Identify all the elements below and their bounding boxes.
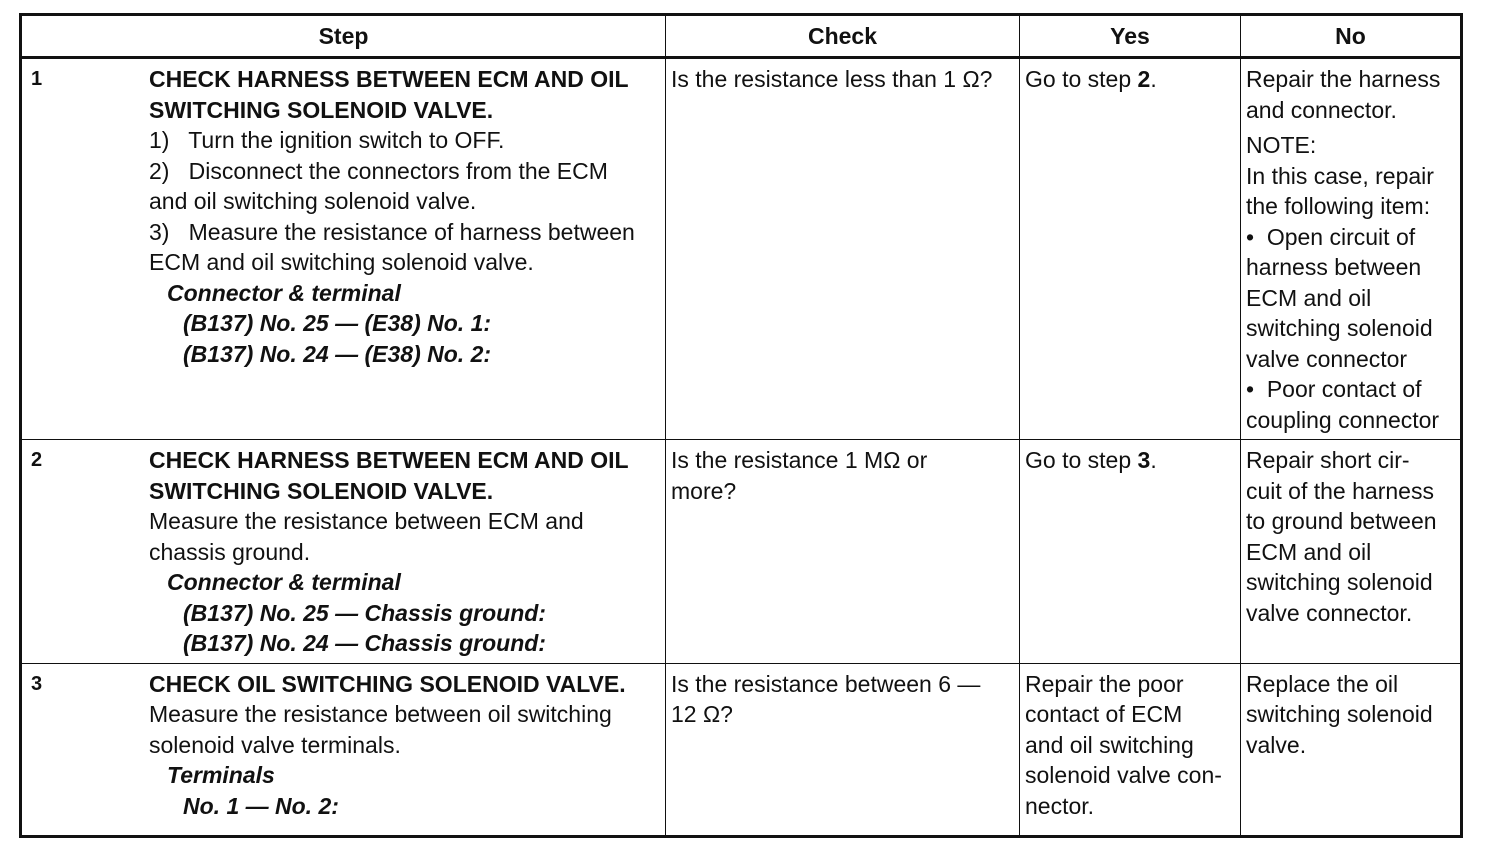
- step-item: (B137) No. 25 — Chassis ground:: [183, 599, 546, 626]
- step-line: 3) Measure the resistance of harness between: [149, 218, 635, 245]
- note-line: In this case, repair: [1246, 162, 1434, 189]
- yes-line: contact of ECM: [1025, 701, 1183, 727]
- no-cell: [1241, 663, 1462, 837]
- step-cell: [21, 58, 666, 440]
- yes-line: Repair the poor: [1025, 670, 1184, 697]
- step-line: Measure the resistance between ECM and: [149, 508, 584, 534]
- check-cell: [666, 440, 1020, 664]
- no-line: switching solenoid: [1246, 701, 1433, 727]
- step-subhead: Connector & terminal: [167, 279, 401, 306]
- step-subhead: Connector & terminal: [167, 569, 401, 595]
- step-title: SWITCHING SOLENOID VALVE.: [149, 477, 494, 504]
- no-line: and connector.: [1246, 96, 1397, 123]
- step-title: CHECK OIL SWITCHING SOLENOID VALVE.: [149, 670, 626, 697]
- check-line: 12 Ω?: [671, 701, 733, 727]
- step-line: Measure the resistance between oil switching: [149, 701, 612, 727]
- bullet-line: • Open circuit of: [1246, 223, 1416, 250]
- bullet-line: ECM and oil: [1246, 284, 1372, 311]
- step-line: 1) Turn the ignition switch to OFF.: [149, 127, 505, 153]
- yes-cell: Go to step 3.: [1020, 440, 1241, 664]
- yes-line: and oil switching: [1025, 731, 1194, 758]
- no-cell: [1241, 440, 1462, 664]
- step-title: SWITCHING SOLENOID VALVE.: [149, 96, 494, 123]
- check-line: Is the resistance 1 MΩ or: [671, 447, 928, 473]
- header-check: Check: [666, 15, 1020, 58]
- table-row: [21, 58, 1462, 440]
- step-number: 3: [31, 672, 43, 695]
- check-text: Is the resistance less than 1 Ω?: [671, 66, 993, 92]
- step-line: chassis ground.: [149, 538, 311, 565]
- no-line: valve.: [1246, 731, 1307, 758]
- step-title: CHECK HARNESS BETWEEN ECM AND OIL: [149, 447, 629, 473]
- step-item: No. 1 — No. 2:: [183, 792, 339, 819]
- step-subhead: Terminals: [167, 762, 275, 788]
- bullet-line: harness between: [1246, 254, 1422, 280]
- step-cell: [21, 663, 666, 837]
- check-line: Is the resistance between 6 —: [671, 670, 981, 697]
- note-line: the following item:: [1246, 193, 1431, 219]
- header-no: No: [1241, 15, 1462, 58]
- no-line: Repair short cir-: [1246, 447, 1410, 473]
- bullet-line: switching solenoid: [1246, 315, 1433, 341]
- no-line: cuit of the harness: [1246, 477, 1434, 504]
- note-title: NOTE:: [1246, 132, 1317, 158]
- bullet-line: valve connector: [1246, 345, 1408, 372]
- step-line: and oil switching solenoid valve.: [149, 188, 477, 214]
- no-line: to ground between: [1246, 508, 1437, 534]
- diagnostic-table: [19, 13, 1463, 838]
- no-line: Repair the harness: [1246, 66, 1441, 92]
- step-item: (B137) No. 25 — (E38) No. 1:: [183, 310, 492, 336]
- no-line: valve connector.: [1246, 599, 1413, 626]
- yes-cell: Go to step 2.: [1020, 58, 1241, 440]
- yes-text: Go to step: [1025, 66, 1138, 92]
- yes-cell: [1020, 663, 1241, 837]
- check-cell: [666, 663, 1020, 837]
- header-row: [21, 15, 1462, 58]
- step-item: (B137) No. 24 — (E38) No. 2:: [183, 340, 492, 367]
- step-number: 2: [31, 449, 43, 471]
- no-line: ECM and oil: [1246, 538, 1372, 565]
- header-step: Step: [21, 15, 666, 58]
- yes-line: solenoid valve con-: [1025, 762, 1222, 788]
- step-line: ECM and oil switching solenoid valve.: [149, 249, 534, 275]
- no-cell: [1241, 58, 1462, 440]
- no-line: switching solenoid: [1246, 569, 1433, 595]
- check-line: more?: [671, 477, 737, 504]
- table-row: [21, 440, 1462, 664]
- step-line: 2) Disconnect the connectors from the ECM: [149, 157, 608, 184]
- yes-step-ref: 2: [1137, 66, 1151, 92]
- step-line: solenoid valve terminals.: [149, 731, 401, 758]
- table-row: [21, 663, 1462, 837]
- bullet-line: coupling connector: [1246, 406, 1440, 433]
- yes-line: nector.: [1025, 792, 1095, 819]
- yes-text: Go to step: [1025, 447, 1138, 473]
- bullet-line: • Poor contact of: [1246, 376, 1422, 402]
- step-number: 1: [31, 68, 43, 90]
- check-cell: [666, 58, 1020, 440]
- step-title: CHECK HARNESS BETWEEN ECM AND OIL: [149, 66, 629, 92]
- yes-step-ref: 3: [1137, 447, 1151, 473]
- step-cell: [21, 440, 666, 664]
- no-line: Replace the oil: [1246, 670, 1399, 697]
- header-yes: Yes: [1020, 15, 1241, 58]
- step-item: (B137) No. 24 — Chassis ground:: [183, 630, 546, 656]
